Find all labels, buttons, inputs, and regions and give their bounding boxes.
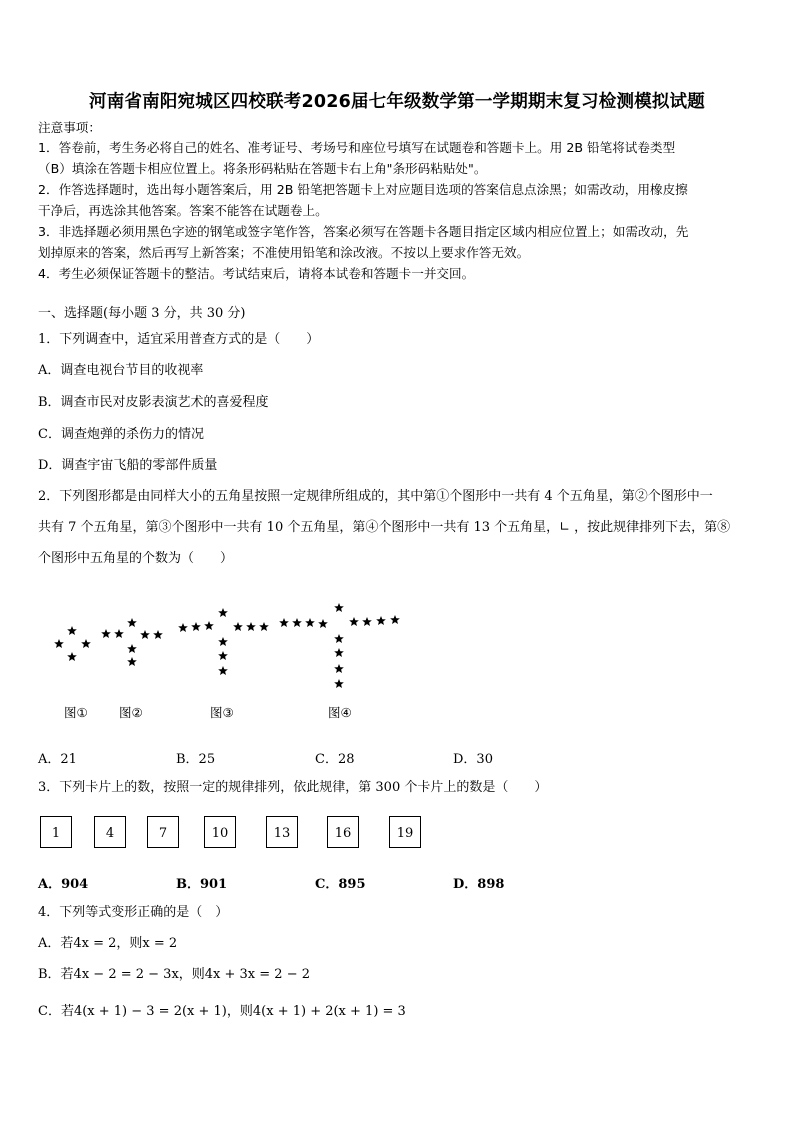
star-icon xyxy=(67,652,77,661)
question-2-line: 共有 7 个五角星，第③个图形中一共有 10 个五角星，第④个图形中一共有 13 个五角星，∟ ，按此规律排列下去，第⑧ xyxy=(38,520,731,535)
question-4-option-a: A．若4x = 2，则x = 2 xyxy=(38,936,178,951)
star-icon xyxy=(81,639,91,648)
question-3-option-a: A．904 xyxy=(38,877,89,892)
number-card: 7 xyxy=(147,816,179,848)
star-icon xyxy=(334,648,344,657)
question-1-stem: 1．下列调查中，适宜采用普查方式的是（ ） xyxy=(38,332,320,347)
question-2-option-c: C．28 xyxy=(315,752,355,767)
star-icon xyxy=(218,637,228,646)
figure-2-stars xyxy=(101,618,163,666)
question-2-option-a: A．21 xyxy=(38,752,77,767)
figure-4-stars xyxy=(279,603,400,688)
notice-line: 4．考生必须保证答题卡的整洁。考试结束后，请将本试卷和答题卡一并交回。 xyxy=(38,266,475,281)
figure-label: 图② xyxy=(119,705,143,720)
notice-heading: 注意事项： xyxy=(38,120,101,135)
question-2-line: 2．下列图形都是由同样大小的五角星按照一定规律所组成的，其中第①个图形中一共有 4 个五角星，第②个图形中一 xyxy=(38,489,713,504)
star-icon xyxy=(233,622,243,631)
question-1-option-b: B．调查市民对皮影表演艺术的喜爱程度 xyxy=(38,395,269,410)
question-4-stem: 4．下列等式变形正确的是（ ） xyxy=(38,905,229,920)
star-icon xyxy=(127,618,137,627)
question-1-option-c: C．调查炮弹的杀伤力的情况 xyxy=(38,427,204,442)
star-icon xyxy=(204,621,214,630)
question-2-line: 个图形中五角星的个数为（ ） xyxy=(38,551,234,566)
figure-3-stars xyxy=(178,608,269,675)
star-icon xyxy=(292,618,302,627)
star-icon xyxy=(114,629,124,638)
star-icon xyxy=(67,626,77,635)
notice-line: 干净后，再选涂其他答案。答案不能答在试题卷上。 xyxy=(38,203,328,218)
question-4-option-b: B．若4x − 2 = 2 − 3x，则4x + 3x = 2 − 2 xyxy=(38,967,310,982)
notice-line: 1．答卷前，考生务必将自己的姓名、准考证号、考场号和座位号填写在试题卷和答题卡上。用 2B 铅笔将试卷类型 xyxy=(38,140,676,155)
star-icon xyxy=(334,634,344,643)
section-heading: 一、选择题(每小题 3 分，共 30 分) xyxy=(38,306,246,321)
star-icon xyxy=(127,657,137,666)
star-icon xyxy=(362,617,372,626)
question-3-option-d: D．898 xyxy=(453,877,505,892)
number-card: 13 xyxy=(266,816,298,848)
number-card: 1 xyxy=(40,816,72,848)
star-icon xyxy=(140,630,150,639)
question-2-option-d: D．30 xyxy=(453,752,493,767)
figure-label: 图③ xyxy=(210,705,234,720)
star-icon xyxy=(349,617,359,626)
star-icon xyxy=(246,622,256,631)
question-2-option-b: B．25 xyxy=(176,752,216,767)
star-icon xyxy=(259,622,269,631)
star-icon xyxy=(318,619,328,628)
question-1-option-a: A．调查电视台节目的收视率 xyxy=(38,363,204,378)
figure-label: 图④ xyxy=(328,705,352,720)
number-card: 10 xyxy=(204,816,236,848)
star-icon xyxy=(218,666,228,675)
question-3-option-b: B．901 xyxy=(176,877,228,892)
star-icon xyxy=(279,618,289,627)
star-icon xyxy=(305,618,315,627)
star-pattern-svg xyxy=(40,598,420,698)
notice-line: 3．非选择题必须用黑色字迹的钢笔或签字笔作答，答案必须写在答题卡各题目指定区域内相应位置上；如需改动，先 xyxy=(38,224,689,239)
star-icon xyxy=(334,603,344,612)
number-card: 19 xyxy=(389,816,421,848)
number-card: 16 xyxy=(327,816,359,848)
question-3-stem: 3．下列卡片上的数，按照一定的规律排列，依此规律，第 300 个卡片上的数是（ ） xyxy=(38,780,548,795)
star-icon xyxy=(218,608,228,617)
star-icon xyxy=(127,644,137,653)
notice-line: 2．作答选择题时，选出每小题答案后，用 2B 铅笔把答题卡上对应题目选项的答案信息点涂黑；如需改动，用橡皮擦 xyxy=(38,182,688,197)
page-title: 河南省南阳宛城区四校联考2026届七年级数学第一学期期末复习检测模拟试题 xyxy=(89,92,705,112)
star-icon xyxy=(334,664,344,673)
star-icon xyxy=(178,623,188,632)
notice-line: （B）填涂在答题卡相应位置上。将条形码粘贴在答题卡右上角"条形码粘贴处"。 xyxy=(38,161,487,176)
question-4-option-c: C．若4(x + 1) − 3 = 2(x + 1)，则4(x + 1) + 2(x + 1) = 3 xyxy=(38,1004,406,1019)
question-3-option-c: C．895 xyxy=(315,877,366,892)
figure-1-stars xyxy=(54,626,91,661)
star-icon xyxy=(218,651,228,660)
star-icon xyxy=(390,615,400,624)
star-icon xyxy=(153,630,163,639)
question-1-option-d: D．调查宇宙飞船的零部件质量 xyxy=(38,458,218,473)
star-icon xyxy=(54,639,64,648)
star-icon xyxy=(191,622,201,631)
figure-label: 图① xyxy=(64,705,88,720)
star-icon xyxy=(334,679,344,688)
notice-line: 划掉原来的答案，然后再写上新答案；不准使用铅笔和涂改液。不按以上要求作答无效。 xyxy=(38,245,530,260)
number-card: 4 xyxy=(94,816,126,848)
star-icon xyxy=(101,629,111,638)
star-icon xyxy=(376,616,386,625)
